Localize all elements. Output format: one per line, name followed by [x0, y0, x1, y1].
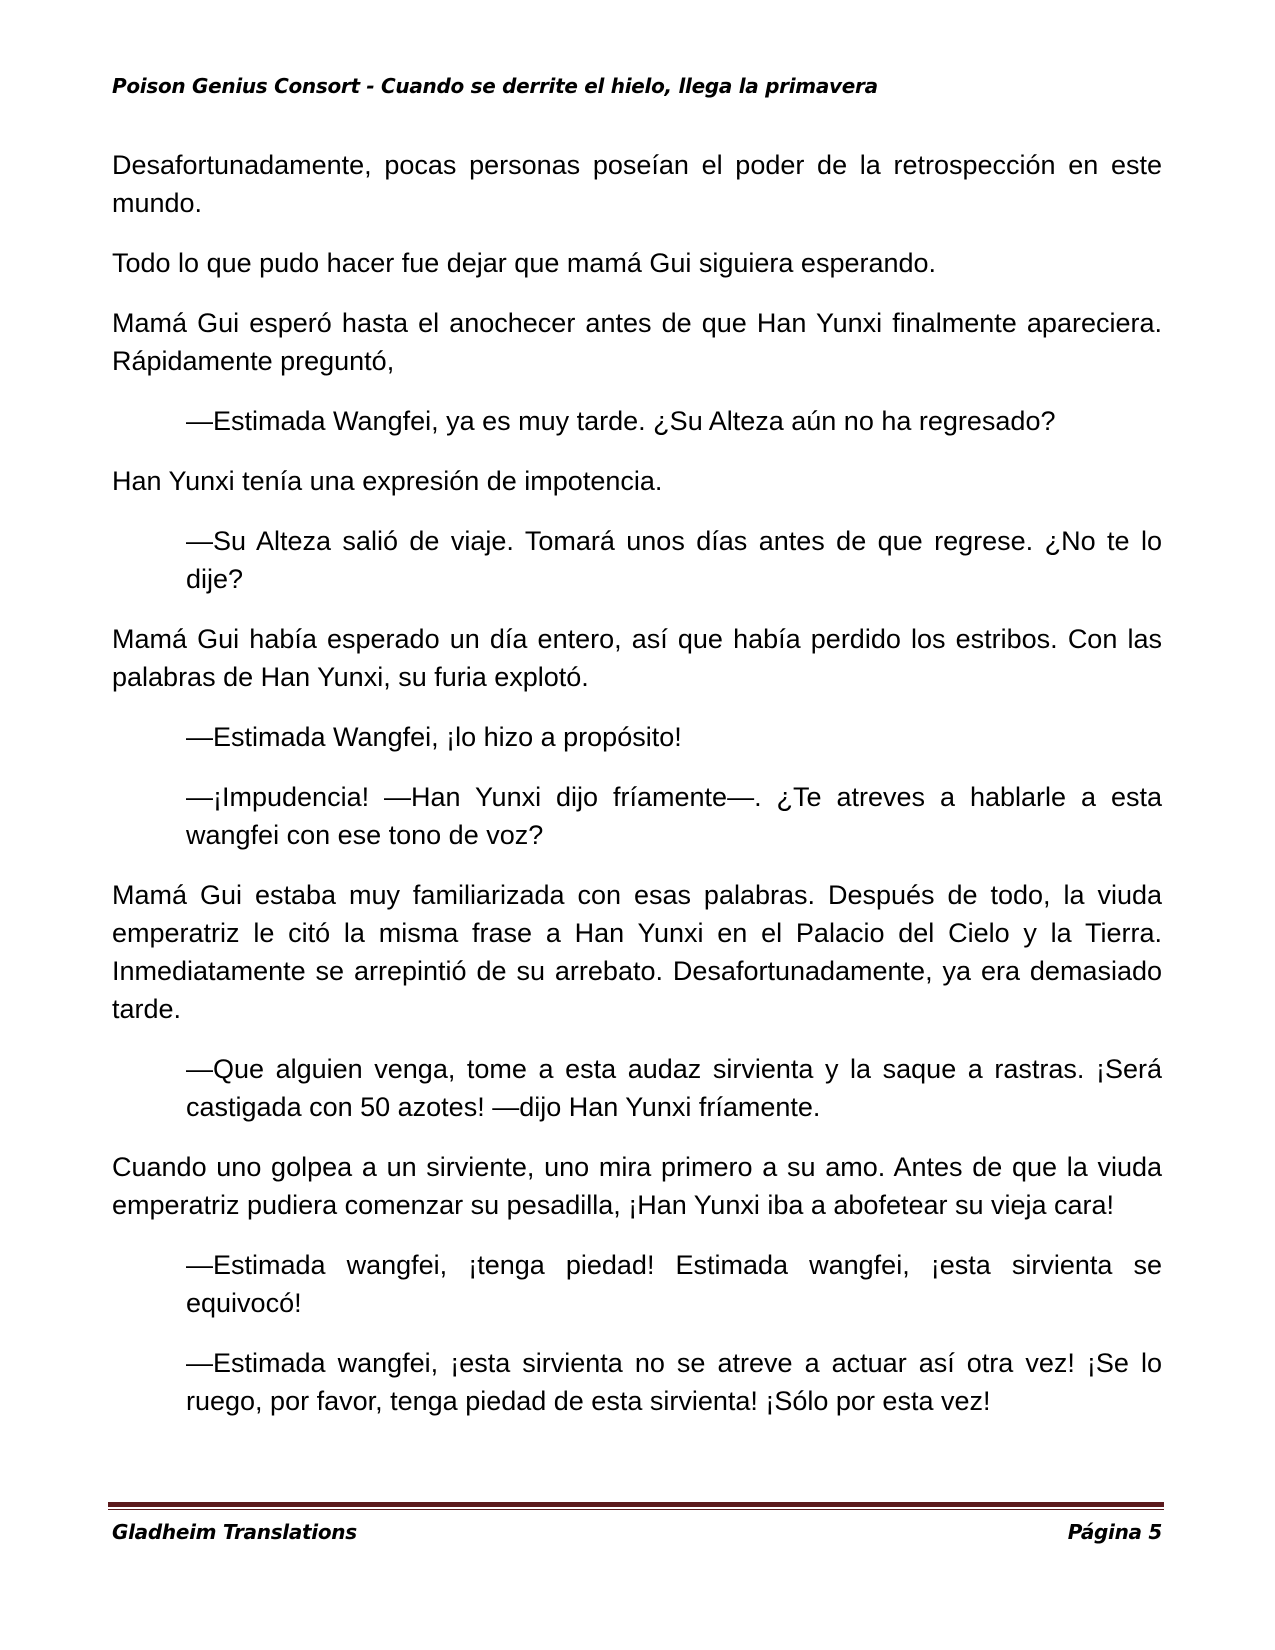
narration-paragraph: Mamá Gui esperó hasta el anochecer antes de que Han Yunxi finalmente apareciera. Rápidamente preguntó, [112, 308, 1162, 376]
narration-paragraph: Cuando uno golpea a un sirviente, uno mira primero a su amo. Antes de que la viuda emperatriz pudiera comenzar su pesadilla, ¡Han Yunxi iba a abofetear su vieja cara! [112, 1152, 1162, 1220]
footer-rule-thick [108, 1502, 1164, 1507]
dialogue-paragraph: —Estimada wangfei, ¡tenga piedad! Estimada wangfei, ¡esta sirvienta se equivocó! [186, 1250, 1162, 1318]
narration-paragraph: Han Yunxi tenía una expresión de impotencia. [112, 466, 663, 496]
page-body [112, 146, 1162, 1442]
dialogue-paragraph: —Estimada Wangfei, ¡lo hizo a propósito! [186, 722, 682, 752]
dialogue-paragraph: —¡Impudencia! —Han Yunxi dijo fríamente—. ¿Te atreves a hablarle a esta wangfei con ese tono de voz? [186, 782, 1162, 850]
narration-paragraph: Mamá Gui había esperado un día entero, así que había perdido los estribos. Con las palabras de Han Yunxi, su furia explotó. [112, 624, 1162, 692]
footer-publisher: Gladheim Translations [112, 1520, 357, 1544]
dialogue-paragraph: —Que alguien venga, tome a esta audaz sirvienta y la saque a rastras. ¡Será castigada con 50 azotes! —dijo Han Yunxi fríamente. [186, 1054, 1162, 1122]
narration-paragraph: Desafortunadamente, pocas personas poseían el poder de la retrospección en este mundo. [112, 150, 1162, 218]
footer-page-number: Página 5 [1067, 1520, 1162, 1544]
narration-paragraph: Mamá Gui estaba muy familiarizada con esas palabras. Después de todo, la viuda emperatriz le citó la misma frase a Han Yunxi en el Palacio del Cielo y la Tierra. Inmediatamente se arrepintió de su arrebato. Desafortunadamente, ya era demasiado tarde. [112, 880, 1162, 1024]
dialogue-paragraph: —Estimada Wangfei, ya es muy tarde. ¿Su Alteza aún no ha regresado? [186, 406, 1056, 436]
dialogue-paragraph: —Su Alteza salió de viaje. Tomará unos días antes de que regrese. ¿No te lo dije? [186, 526, 1162, 594]
narration-paragraph: Todo lo que pudo hacer fue dejar que mamá Gui siguiera esperando. [112, 248, 937, 278]
footer-rule-thin [108, 1509, 1164, 1510]
dialogue-paragraph: —Estimada wangfei, ¡esta sirvienta no se atreve a actuar así otra vez! ¡Se lo ruego, por favor, tenga piedad de esta sirvienta! ¡Sólo por esta vez! [186, 1348, 1162, 1416]
page-header-title: Poison Genius Consort - Cuando se derrite el hielo, llega la primavera [112, 74, 878, 98]
